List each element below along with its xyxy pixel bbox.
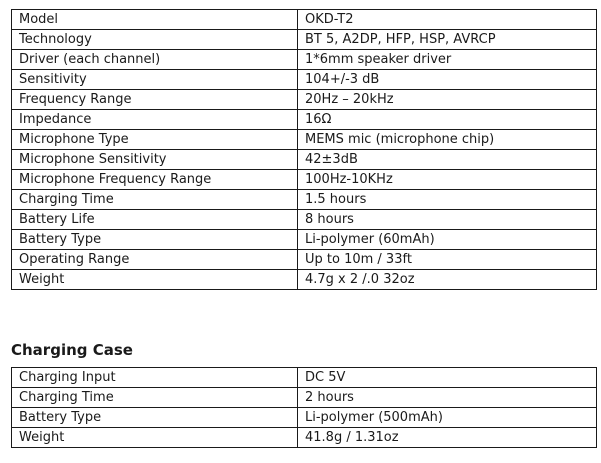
spec-row-operating-range bbox=[12, 250, 597, 270]
spec-row-frequency-range bbox=[12, 90, 597, 110]
spec-label: Battery Type bbox=[12, 408, 298, 428]
spec-label: Weight bbox=[12, 428, 298, 448]
spec-value: OKD-T2 bbox=[298, 10, 597, 30]
spec-row-battery-life bbox=[12, 210, 597, 230]
spec-row-charging-time bbox=[12, 190, 597, 210]
spec-value: 4.7g x 2 /.0 32oz bbox=[298, 270, 597, 290]
spec-label: Frequency Range bbox=[12, 90, 298, 110]
spec-label: Microphone Frequency Range bbox=[12, 170, 298, 190]
charging-case-heading: Charging Case bbox=[11, 341, 133, 359]
spec-value: 42±3dB bbox=[298, 150, 597, 170]
spec-value: 16Ω bbox=[298, 110, 597, 130]
spec-label: Weight bbox=[12, 270, 298, 290]
spec-value: MEMS mic (microphone chip) bbox=[298, 130, 597, 150]
spec-value: 41.8g / 1.31oz bbox=[298, 428, 597, 448]
spec-row-technology bbox=[12, 30, 597, 50]
spec-label: Charging Time bbox=[12, 190, 298, 210]
spec-label: Battery Type bbox=[12, 230, 298, 250]
spec-row-driver bbox=[12, 50, 597, 70]
spec-value: 104+/-3 dB bbox=[298, 70, 597, 90]
earbud-spec-table bbox=[11, 9, 597, 290]
spec-label: Microphone Sensitivity bbox=[12, 150, 298, 170]
spec-label: Charging Time bbox=[12, 388, 298, 408]
spec-label: Microphone Type bbox=[12, 130, 298, 150]
spec-value: 2 hours bbox=[298, 388, 597, 408]
case-row-weight bbox=[12, 428, 597, 448]
spec-label: Sensitivity bbox=[12, 70, 298, 90]
spec-row-impedance bbox=[12, 110, 597, 130]
spec-value: Up to 10m / 33ft bbox=[298, 250, 597, 270]
spec-label: Model bbox=[12, 10, 298, 30]
spec-value: DC 5V bbox=[298, 368, 597, 388]
spec-row-weight bbox=[12, 270, 597, 290]
spec-value: 1*6mm speaker driver bbox=[298, 50, 597, 70]
spec-label: Charging Input bbox=[12, 368, 298, 388]
spec-value: 20Hz – 20kHz bbox=[298, 90, 597, 110]
spec-label: Operating Range bbox=[12, 250, 298, 270]
case-row-battery-type bbox=[12, 408, 597, 428]
charging-case-spec-table bbox=[11, 367, 597, 448]
spec-row-microphone-frequency-range bbox=[12, 170, 597, 190]
spec-label: Driver (each channel) bbox=[12, 50, 298, 70]
spec-row-microphone-type bbox=[12, 130, 597, 150]
spec-label: Technology bbox=[12, 30, 298, 50]
spec-value: 100Hz-10KHz bbox=[298, 170, 597, 190]
spec-row-sensitivity bbox=[12, 70, 597, 90]
spec-value: 1.5 hours bbox=[298, 190, 597, 210]
case-row-charging-input bbox=[12, 368, 597, 388]
spec-label: Impedance bbox=[12, 110, 298, 130]
spec-row-battery-type bbox=[12, 230, 597, 250]
spec-value: Li-polymer (60mAh) bbox=[298, 230, 597, 250]
spec-label: Battery Life bbox=[12, 210, 298, 230]
spec-value: 8 hours bbox=[298, 210, 597, 230]
spec-row-microphone-sensitivity bbox=[12, 150, 597, 170]
spec-value: BT 5, A2DP, HFP, HSP, AVRCP bbox=[298, 30, 597, 50]
case-row-charging-time bbox=[12, 388, 597, 408]
spec-value: Li-polymer (500mAh) bbox=[298, 408, 597, 428]
spec-row-model bbox=[12, 10, 597, 30]
